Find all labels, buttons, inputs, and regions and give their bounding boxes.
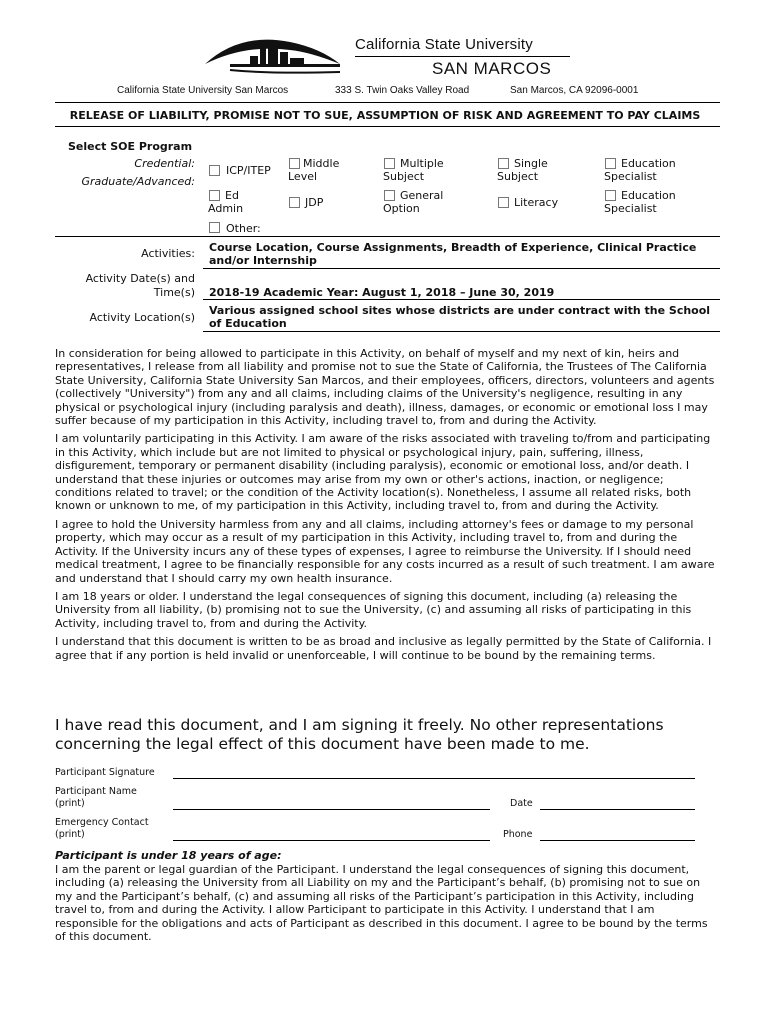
dates-underline <box>203 299 720 300</box>
program-heading: Select SOE Program <box>68 140 193 153</box>
location-label: Activity Location(s) <box>89 311 195 324</box>
jdp-label: JDP <box>305 196 324 209</box>
signing-statement: I have read this document, and I am signing it freely. No other representations concerning the legal effect of this document have been made to me. <box>55 716 664 753</box>
release-body <box>55 347 720 667</box>
location-underline <box>203 331 720 332</box>
middle-level-label: Middle Level <box>288 157 340 183</box>
multiple-subject-label: Multiple Subject <box>383 157 444 183</box>
header-rule-top <box>55 102 720 103</box>
address-street: 333 S. Twin Oaks Valley Road <box>335 85 470 96</box>
logo-campus-name: SAN MARCOS <box>432 59 552 78</box>
emergency-contact-label-2: (print) <box>55 829 85 840</box>
activities-underline <box>203 268 720 269</box>
dates-label-line2: Time(s) <box>153 286 195 299</box>
phone-label: Phone <box>503 829 533 840</box>
general-option-label: General Option <box>383 189 444 215</box>
address-city: San Marcos, CA 92096-0001 <box>510 85 639 96</box>
activities-value[interactable]: Course Location, Course Assignments, Breadth of Experience, Clinical Practice and/or Internship <box>209 241 697 267</box>
participant-name-label-1: Participant Name <box>55 786 137 797</box>
icp-checkbox[interactable] <box>209 165 220 176</box>
date-line[interactable] <box>540 809 695 810</box>
literacy-checkbox[interactable] <box>498 197 509 208</box>
paragraph-scope: I understand that this document is written to be as broad and inclusive as legally permitted by the State of California. I agree that if any portion is held invalid or unenforceable, I will continue to be bound by the remaining terms. <box>55 635 712 662</box>
header-rule-bottom <box>55 126 720 127</box>
other-label: Other: <box>226 222 261 235</box>
paragraph-age: I am 18 years or older. I understand the legal consequences of signing this document, including (a) releasing the University from all liability, (b) promising not to sue the University, (c) and assuming all risks of participating in this Activity, including travel to, from and during the Activity. <box>55 589 692 630</box>
education-specialist-label: Education Specialist <box>604 157 676 183</box>
participant-name-line[interactable] <box>173 809 490 810</box>
emergency-contact-label-1: Emergency Contact <box>55 817 149 828</box>
document-title: RELEASE OF LIABILITY, PROMISE NOT TO SUE, ASSUMPTION OF RISK AND AGREEMENT TO PAY CLAIMS <box>69 109 701 122</box>
logo-university-name: California State University <box>355 36 533 53</box>
paragraph-hold-harmless: I agree to hold the University harmless from any and all claims, including attorney's fees or damage to my personal property, which may occur as a result of my participation in this Activity, including travel to, from and during the Activity. If the University incurs any of these types of expenses, I agree to reimburse the University. If I should need medical treatment, I agree to be financially responsible for any costs incurred as a result of such treatment. I am aware and understand that I should carry my own health insurance. <box>55 517 715 585</box>
logo-divider <box>355 56 570 57</box>
dates-label-line1: Activity Date(s) and <box>85 272 195 285</box>
activities-label: Activities: <box>141 247 195 260</box>
other-checkbox[interactable] <box>209 222 220 233</box>
minor-text: I am the parent or legal guardian of the Participant. I understand the legal consequences of signing this document, including (a) releasing the University from all Liability on my and the Participant’s behalf, (b) promising not to sue on my and the Participant’s behalf, (c) and assuming all risks of the Participant’s participation in this Activity, including travel to, from and during the Activity. I allow Participant to participate in this Activity. I understand that I am responsible for the obligations and acts of Participant as described in this document. I agree to be bound by the terms of this document. <box>55 863 708 944</box>
credential-label: Credential: <box>134 157 195 170</box>
participant-signature-label: Participant Signature <box>55 767 155 778</box>
single-subject-label: Single Subject <box>497 157 548 183</box>
education-specialist-grad-label: Education Specialist <box>604 189 676 215</box>
phone-line[interactable] <box>540 840 695 841</box>
graduate-label: Graduate/Advanced: <box>81 175 195 188</box>
paragraph-release: In consideration for being allowed to participate in this Activity, on behalf of myself and my next of kin, heirs and representatives, I release from all liability and promise not to sue the State of California, the Trustees of The California State University, California State University San Marcos, and their employees, officers, directors, volunteers and agents (collectively "University") from any and all claims, including claims of the University's negligence, resulting in any physical or psychological injury (including paralysis and death), illness, damages, or economic or emotional loss I may suffer because of my participation in this Activity, including travel to, from and during the Activity. <box>55 347 715 428</box>
address-campus: California State University San Marcos <box>117 85 289 96</box>
program-rule <box>55 236 720 237</box>
icp-label: ICP/ITEP <box>226 164 271 177</box>
location-value[interactable]: Various assigned school sites whose districts are under contract with the School of Education <box>209 304 711 330</box>
emergency-contact-line[interactable] <box>173 840 490 841</box>
dates-value[interactable]: 2018-19 Academic Year: August 1, 2018 – June 30, 2019 <box>209 286 555 299</box>
minor-heading: Participant is under 18 years of age: <box>55 849 282 862</box>
participant-name-label-2: (print) <box>55 798 85 809</box>
paragraph-voluntary: I am voluntarily participating in this Activity. I am aware of the risks associated with traveling to/from and participating in this Activity, which include but are not limited to physical or psychological injury, pain, suffering, illness, disfigurement, temporary or permanent disability (including paralysis), economic or emotional loss, and/or death. I understand that these injuries or outcomes may arise from my own or other's actions, inaction, or negligence; conditions related to travel; or the condition of the Activity location(s). Nonetheless, I assume all related risks, both known or unknown to me, of my participation in this Activity, including travel to, from and during the Activity. <box>55 432 711 513</box>
literacy-label: Literacy <box>514 196 559 209</box>
participant-signature-line[interactable] <box>173 778 695 779</box>
ed-admin-label: Ed Admin <box>208 189 244 215</box>
date-label: Date <box>510 798 533 809</box>
jdp-checkbox[interactable] <box>289 197 300 208</box>
